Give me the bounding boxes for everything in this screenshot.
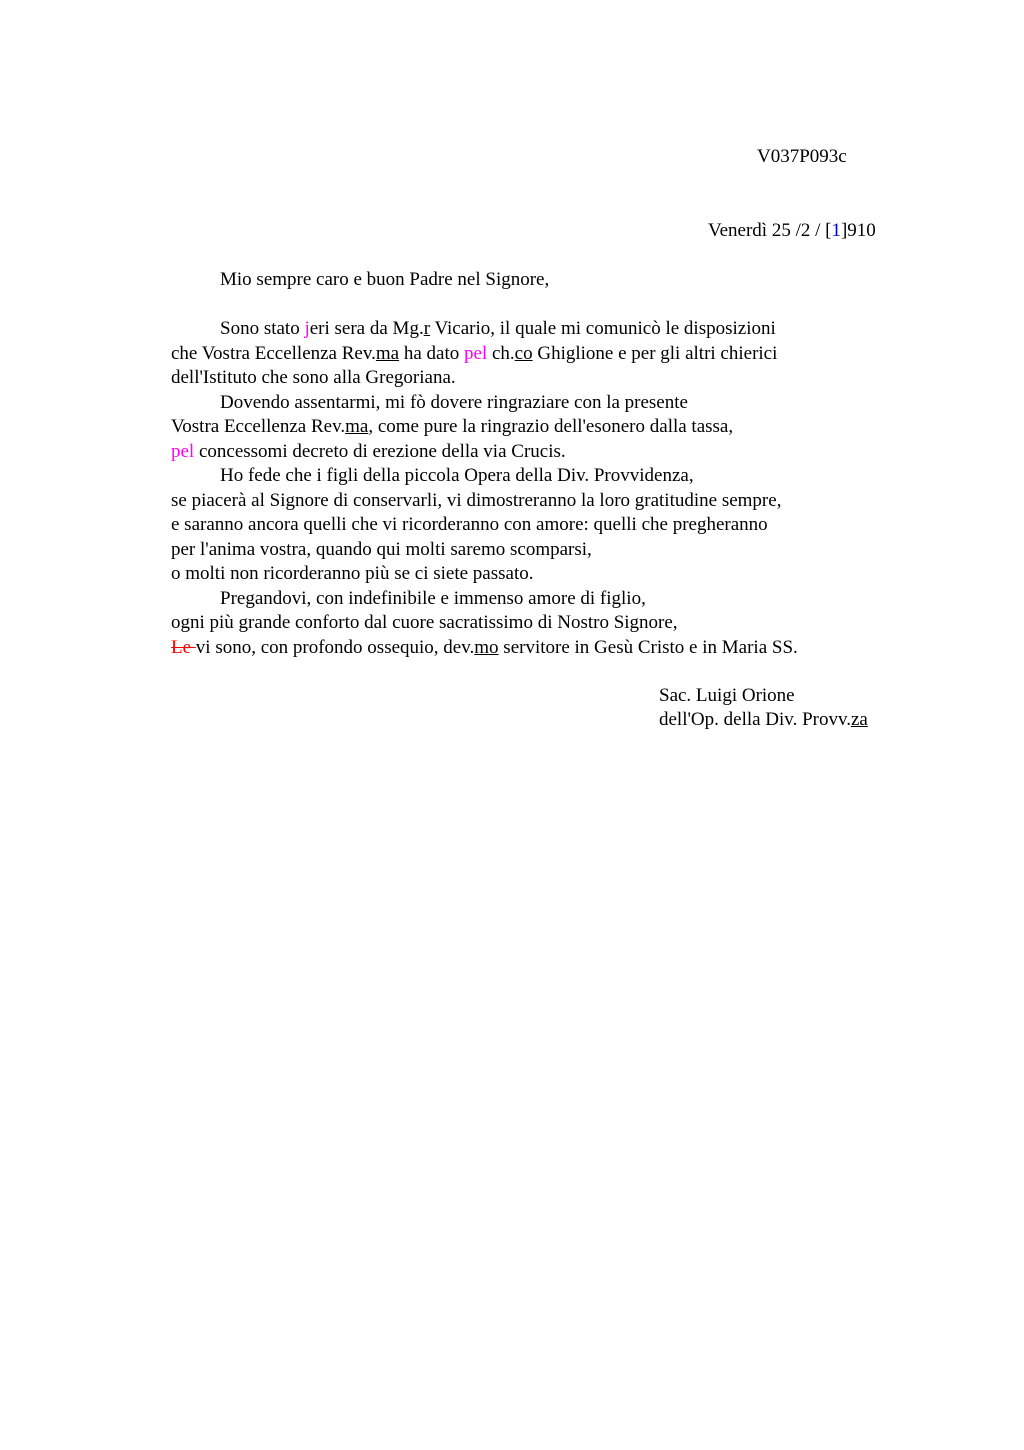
abbrev-superscript: r: [423, 318, 431, 339]
deleted-word: Le: [171, 636, 196, 658]
date-editorial-digit: 1: [831, 220, 841, 241]
text-run: Vostra Eccellenza Rev.: [171, 416, 346, 437]
body-line-9: e saranno ancora quelli che vi ricorderanno con amore: quelli che pregheranno: [171, 514, 768, 535]
letter-body: [171, 317, 891, 660]
body-line-10: per l'anima vostra, quando qui molti saremo scomparsi,: [171, 538, 592, 560]
body-line-8: se piacerà al Signore di conservarli, vi dimostreranno la loro gratitudine sempre,: [171, 489, 782, 511]
text-run: servitore in Gesù Cristo e in Maria SS.: [498, 636, 798, 658]
abbrev-superscript: ma: [375, 342, 400, 364]
body-line-2: [171, 342, 891, 367]
body-line-1: [171, 317, 891, 342]
date-suffix: ]910: [840, 220, 876, 241]
signature-block: [659, 684, 868, 732]
body-line-4: Dovendo assentarmi, mi fò dovere ringraziare con la presente: [220, 391, 688, 413]
abbrev-superscript: za: [851, 709, 868, 730]
body-line-5: [171, 415, 891, 440]
body-line-14: [171, 636, 891, 661]
body-line-13: ogni più grande conforto dal cuore sacratissimo di Nostro Signore,: [171, 612, 678, 633]
text-run: Sono stato: [220, 318, 305, 339]
body-line-7: Ho fede che i figli della piccola Opera della Div. Provvidenza,: [220, 465, 694, 486]
abbrev-superscript: mo: [474, 636, 499, 658]
text-run: che Vostra Eccellenza Rev.: [171, 342, 376, 364]
date-prefix: Venerdì 25 /2 / [: [708, 220, 832, 241]
emended-letter: j: [304, 318, 310, 339]
body-line-6: [171, 440, 891, 465]
signature-organization: [659, 708, 868, 732]
body-line-11: o molti non ricorderanno più se ci siete passato.: [171, 563, 534, 584]
emended-word: pel: [171, 440, 195, 462]
text-run: eri sera da Mg.: [309, 318, 424, 339]
abbrev-superscript: ma: [345, 416, 369, 437]
text-run: ha dato: [399, 342, 464, 364]
abbrev-superscript: co: [514, 342, 533, 364]
text-run: concessomi decreto di erezione della via Crucis.: [194, 440, 566, 462]
document-id: V037P093c: [757, 146, 847, 167]
emended-word: pel: [464, 342, 488, 364]
signature-name: Sac. Luigi Orione: [659, 685, 795, 706]
body-line-12: Pregandovi, con indefinibile e immenso amore di figlio,: [220, 587, 646, 609]
text-run: Ghiglione e per gli altri chierici: [532, 342, 778, 364]
text-run: dell'Op. della Div. Provv.: [659, 709, 851, 730]
text-run: Vicario, il quale mi comunicò le disposizioni: [430, 318, 776, 339]
letter-date: [708, 220, 876, 242]
text-run: vi sono, con profondo ossequio, dev.: [195, 636, 475, 658]
text-run: ch.: [487, 342, 515, 364]
body-line-3: dell'Istituto che sono alla Gregoriana.: [171, 367, 456, 388]
salutation: Mio sempre caro e buon Padre nel Signore,: [220, 269, 550, 290]
text-run: , come pure la ringrazio dell'esonero dalla tassa,: [368, 416, 734, 437]
